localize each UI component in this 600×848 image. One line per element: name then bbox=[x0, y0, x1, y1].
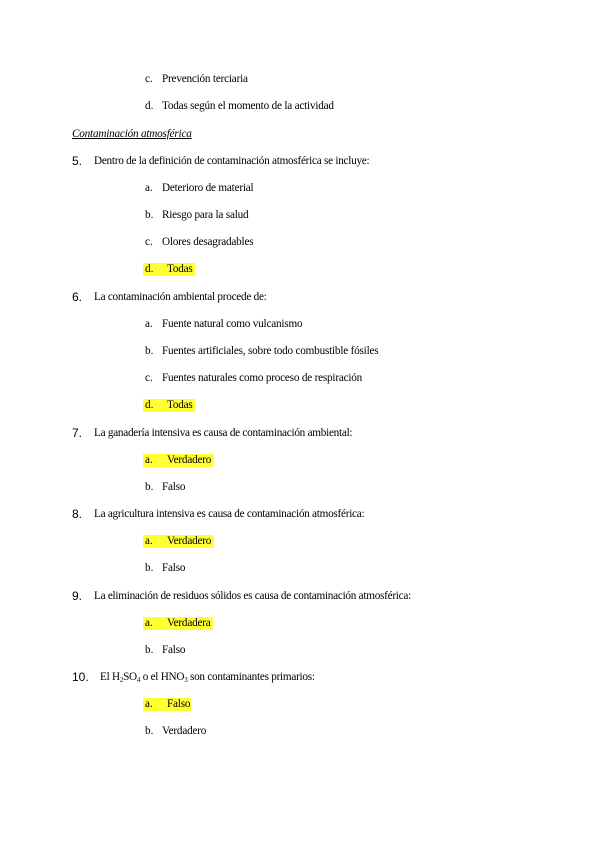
question-number: 5. bbox=[72, 154, 83, 168]
question-text: La contaminación ambiental procede de: bbox=[94, 291, 267, 303]
option-letter: a. bbox=[145, 454, 153, 466]
option-text: Todas bbox=[167, 399, 193, 411]
question-number: 6. bbox=[72, 290, 83, 304]
option-text: Falso bbox=[162, 644, 186, 656]
question-number: 9. bbox=[72, 589, 83, 603]
option-text: Fuentes artificiales, sobre todo combustible fósiles bbox=[162, 345, 379, 357]
option-letter: d. bbox=[145, 399, 154, 411]
option-letter: d. bbox=[145, 100, 154, 112]
option-text: Fuentes naturales como proceso de respiración bbox=[162, 372, 363, 384]
option-letter: c. bbox=[145, 372, 153, 384]
question-text: Dentro de la definición de contaminación atmosférica se incluye: bbox=[94, 155, 370, 167]
question-text-part: son contaminantes primarios: bbox=[187, 671, 315, 683]
option-letter: d. bbox=[145, 263, 154, 275]
option-letter: b. bbox=[145, 345, 154, 357]
subscript: 3 bbox=[184, 676, 188, 684]
option-text: Deterioro de material bbox=[162, 182, 254, 194]
option-text: Verdadero bbox=[162, 725, 207, 737]
option-text: Verdadero bbox=[167, 454, 212, 466]
option-letter: b. bbox=[145, 725, 154, 737]
question-text-part: SO bbox=[123, 671, 137, 683]
option-letter: a. bbox=[145, 318, 153, 330]
option-text: Riesgo para la salud bbox=[162, 209, 249, 221]
option-text: Falso bbox=[167, 698, 191, 710]
subscript: 2 bbox=[119, 676, 124, 684]
option-text: Prevención terciaria bbox=[162, 73, 248, 85]
option-letter: b. bbox=[145, 481, 154, 493]
question-text: La ganadería intensiva es causa de contaminación ambiental: bbox=[94, 427, 353, 439]
option-letter: c. bbox=[145, 73, 153, 85]
option-letter: a. bbox=[145, 617, 153, 629]
option-letter: b. bbox=[145, 209, 154, 221]
option-letter: a. bbox=[145, 535, 153, 547]
option-text: Olores desagradables bbox=[162, 236, 254, 248]
option-letter: a. bbox=[145, 698, 153, 710]
question-number: 7. bbox=[72, 426, 83, 440]
section-title: Contaminación atmosférica bbox=[72, 128, 192, 140]
question-text-part: El H bbox=[100, 671, 120, 683]
option-letter: b. bbox=[145, 562, 154, 574]
option-text: Falso bbox=[162, 562, 186, 574]
question-text-part: o el HNO bbox=[140, 671, 185, 683]
question-number: 10. bbox=[72, 670, 89, 684]
option-letter: c. bbox=[145, 236, 153, 248]
option-text: Falso bbox=[162, 481, 186, 493]
option-text: Todas bbox=[167, 263, 193, 275]
option-letter: a. bbox=[145, 182, 153, 194]
question-text: La eliminación de residuos sólidos es causa de contaminación atmosférica: bbox=[94, 590, 411, 602]
option-text: Verdadera bbox=[167, 617, 211, 629]
option-text: Fuente natural como vulcanismo bbox=[162, 318, 303, 330]
option-text: Todas según el momento de la actividad bbox=[162, 100, 334, 112]
option-text: Verdadero bbox=[167, 535, 212, 547]
question-text bbox=[100, 671, 315, 684]
question-number: 8. bbox=[72, 507, 83, 521]
option-letter: b. bbox=[145, 644, 154, 656]
question-text: La agricultura intensiva es causa de contaminación atmosférica: bbox=[94, 508, 365, 520]
subscript: 4 bbox=[136, 676, 141, 684]
